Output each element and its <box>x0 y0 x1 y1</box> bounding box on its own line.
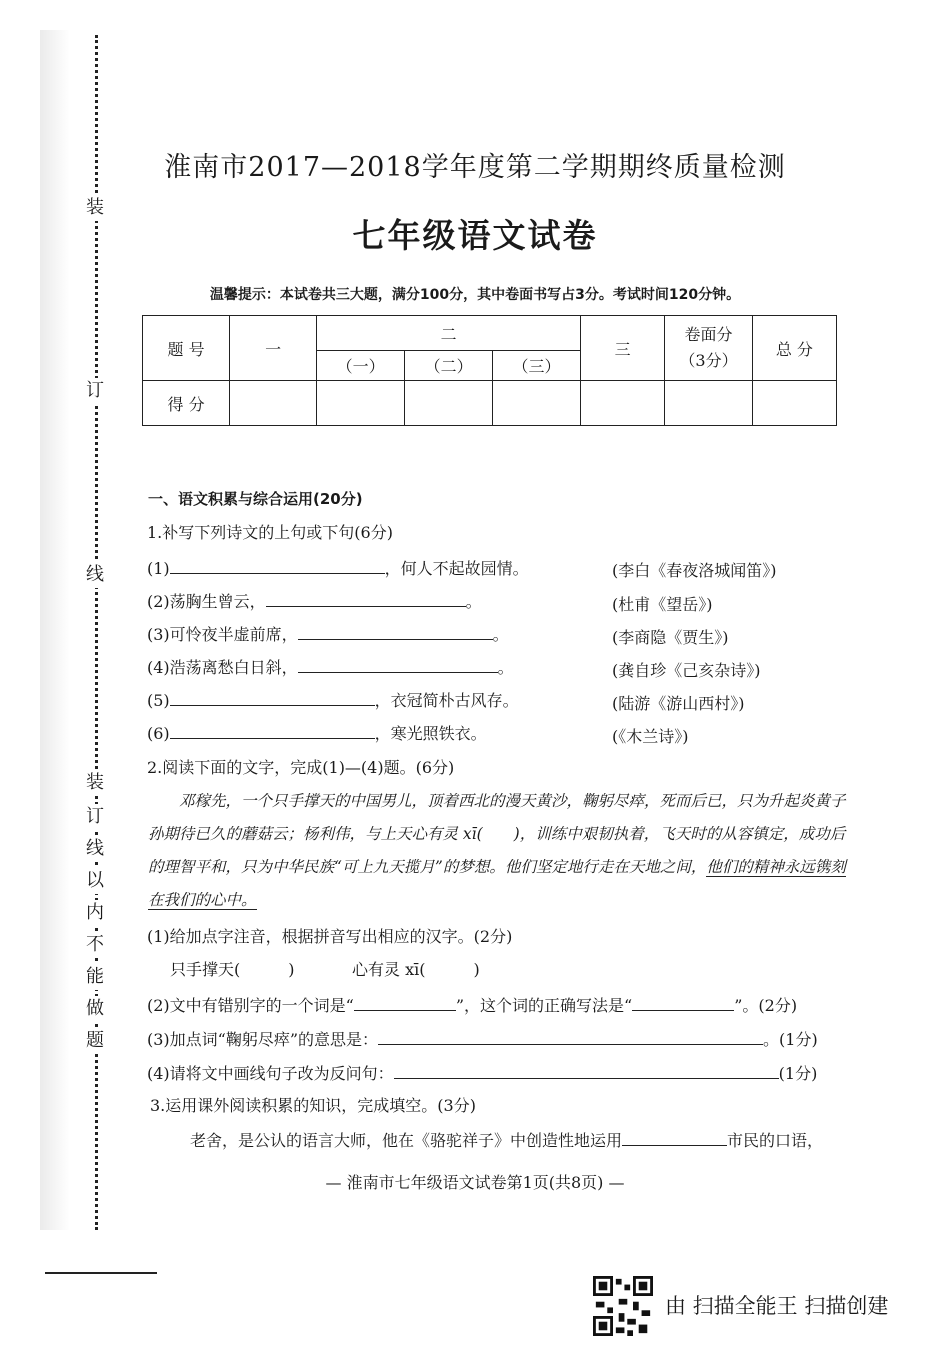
poem-item-1 <box>147 556 529 579</box>
item-pre: (5) <box>147 691 170 710</box>
item-post: 。(1分) <box>763 1030 818 1049</box>
poem-item-6 <box>147 721 487 744</box>
col-juanmian <box>665 316 753 381</box>
col-one: 一 <box>230 316 317 381</box>
item-pre: (3)加点词“鞠躬尽瘁”的意思是： <box>147 1030 379 1049</box>
answer-blank[interactable] <box>298 658 498 673</box>
item-post: ，何人不起故园情。 <box>384 559 529 578</box>
answer-blank[interactable] <box>378 1030 763 1045</box>
item-pre: 老舍，是公认的语言大师，他在《骆驼祥子》中创造性地运用 <box>190 1131 623 1150</box>
scanner-watermark: 由 扫描全能王 扫描创建 <box>665 1294 889 1318</box>
bottom-rule <box>45 1272 157 1274</box>
binding-char: 以 <box>82 868 108 894</box>
question-prompt: 1.补写下列诗文的上句或下句(6分) <box>147 523 393 542</box>
qr-code-icon <box>593 1276 653 1336</box>
col-two-sub3: （三） <box>493 351 581 381</box>
score-cell[interactable] <box>230 381 317 426</box>
item-pre: (2)荡胸生曾云， <box>147 592 266 611</box>
score-cell[interactable] <box>581 381 665 426</box>
binding-char: 不 <box>82 932 108 958</box>
sub-question-4 <box>147 1061 817 1084</box>
sub-question-1: (1)给加点字注音，根据拼音写出相应的汉字。(2分) <box>147 927 513 946</box>
item-post: ”。(2分) <box>734 996 798 1015</box>
poem-source: (李商隐《贾生》) <box>612 628 729 647</box>
score-cell[interactable] <box>317 381 405 426</box>
row-header-defen: 得 分 <box>143 381 230 426</box>
page-footer: — 淮南市七年级语文试卷第1页(共8页) — <box>325 1173 625 1192</box>
poem-source: (杜甫《望岳》) <box>612 595 713 614</box>
row-header-tihao: 题 号 <box>143 316 230 381</box>
score-cell[interactable] <box>493 381 581 426</box>
binding-char: 能 <box>82 964 108 990</box>
score-table <box>142 315 837 426</box>
col-two-sub1: （一） <box>317 351 405 381</box>
score-cell[interactable] <box>665 381 753 426</box>
poem-source: (《木兰诗》) <box>612 727 689 746</box>
answer-blank[interactable] <box>170 559 385 574</box>
binding-char: 做 <box>82 996 108 1022</box>
answer-blank[interactable] <box>170 691 375 706</box>
item-pre: (1) <box>147 559 170 578</box>
item-post: (1分) <box>778 1064 818 1083</box>
item-pre: (2)文中有错别字的一个词是“ <box>147 996 354 1015</box>
score-cell[interactable] <box>752 381 836 426</box>
answer-blank[interactable] <box>354 996 456 1011</box>
binding-char: 内 <box>82 900 108 926</box>
binding-char: 装 <box>82 770 108 796</box>
answer-blank[interactable] <box>632 996 734 1011</box>
poem-item-3 <box>147 622 509 645</box>
exam-tip: 温馨提示：本试卷共三大题，满分100分，其中卷面书写占3分。考试时间120分钟。 <box>209 287 741 303</box>
poem-item-5 <box>147 688 519 711</box>
item-mid: ”，这个词的正确写法是“ <box>455 996 633 1015</box>
binding-char: 线 <box>82 836 108 862</box>
poem-source: (陆游《游山西村》) <box>612 694 745 713</box>
section-heading: 一、语文积累与综合运用(20分) <box>148 490 363 508</box>
item-post: 市民的口语， <box>727 1131 824 1150</box>
poem-item-2 <box>147 589 482 612</box>
col-total: 总 分 <box>752 316 836 381</box>
sub-question-1b: 心有灵 xī( ) <box>352 960 480 979</box>
poem-source: (李白《春夜洛城闻笛》) <box>612 561 777 580</box>
passage-underlined-sentence: 他们的精神永远镌刻在我们的心中。 <box>148 858 846 909</box>
binding-char: 订 <box>82 378 108 404</box>
col-two-sub2: （二） <box>405 351 493 381</box>
sub-question-1a: 只手撑天( ) <box>170 960 295 979</box>
sub-question-2 <box>147 993 797 1016</box>
binding-char: 装 <box>82 195 108 221</box>
answer-blank[interactable] <box>394 1064 779 1079</box>
juanmian-label: 卷面分 <box>684 325 733 344</box>
item-post: ，衣冠简朴古风存。 <box>374 691 519 710</box>
poem-source: (龚自珍《己亥杂诗》) <box>612 661 761 680</box>
answer-blank[interactable] <box>622 1131 727 1146</box>
juanmian-points: （3分） <box>679 351 738 370</box>
binding-char: 线 <box>82 562 108 588</box>
question-prompt: 3.运用课外阅读积累的知识，完成填空。(3分) <box>150 1096 476 1115</box>
item-pre: (3)可怜夜半虚前席， <box>147 625 298 644</box>
item-post: 。 <box>465 592 482 611</box>
passage-text: 邓稼先，一个只手撑天的中国男儿，顶着西北的漫天黄沙，鞠躬尽瘁，死而后已，只为升起炎黄子孙期待已久的蘑菇云；杨利伟，与上天心有灵 xī( )，训练中艰韧执着，飞天时的从容镇定，成功后的理智平和，只为中华民族“可上九天揽月”的梦想。他们坚定地行走在天地之间， <box>148 792 846 876</box>
binding-char: 订 <box>82 804 108 830</box>
score-cell[interactable] <box>405 381 493 426</box>
exam-subtitle: 七年级语文试卷 <box>352 216 598 255</box>
item-pre: (4)浩荡离愁白日斜， <box>147 658 298 677</box>
item-pre: (6) <box>147 724 170 743</box>
answer-blank[interactable] <box>170 724 375 739</box>
binding-char: 题 <box>82 1028 108 1054</box>
answer-blank[interactable] <box>298 625 493 640</box>
item-post: 。 <box>492 625 509 644</box>
exam-title: 淮南市2017—2018学年度第二学期期终质量检测 <box>164 152 786 183</box>
q3-text <box>190 1128 823 1151</box>
item-pre: (4)请将文中画线句子改为反问句： <box>147 1064 394 1083</box>
col-two: 二 <box>317 316 581 351</box>
poem-item-4 <box>147 655 514 678</box>
reading-passage <box>148 785 853 917</box>
item-post: ，寒光照铁衣。 <box>374 724 487 743</box>
sub-question-3 <box>147 1027 818 1050</box>
answer-blank[interactable] <box>266 592 466 607</box>
question-prompt: 2.阅读下面的文字，完成(1)—(4)题。(6分) <box>147 758 455 777</box>
col-three: 三 <box>581 316 665 381</box>
item-post: 。 <box>497 658 514 677</box>
